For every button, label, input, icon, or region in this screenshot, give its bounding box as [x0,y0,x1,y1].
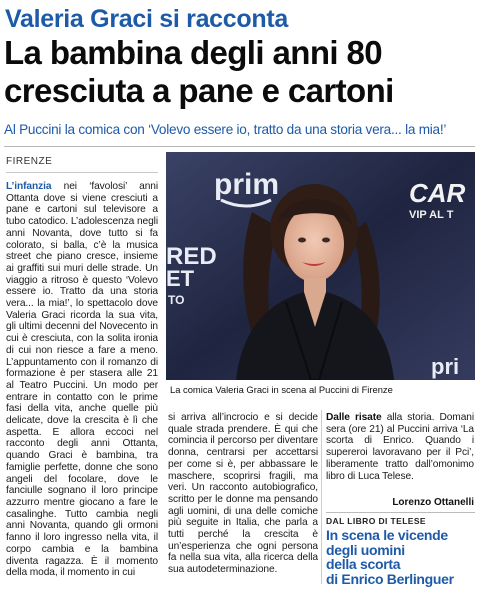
body-column-2: si arriva all’incrocio e si decide quale strada prendere. È qui che comincia il percorso per diventare donna, centrarsi per accettarsi per come si è, per abbassare le maschere, scoprirsi fragili, ma veri. Un racconto autobiografico, scritto per le donne ma pensando agli uomini, di una delle comiche più seguite in Italia, che parla a tutti perché la crescita è un’esperienza che ogni persona fa nella sua vita, alla ricerca della sua autodeterminazione. [168,412,318,576]
box-title-line-3: della scorta [326,556,401,572]
article-headline [4,34,476,110]
box-title-line-4: di Enrico Berlinguer [326,570,454,587]
author-signature: Lorenzo Ottanelli [392,497,474,508]
dateline: FIRENZE [6,156,53,167]
box-label: DAL LIBRO DI TELESE [326,516,427,526]
bg-text-left-3: ET [166,266,195,291]
bg-text-right-2: VIP AL T [409,209,454,221]
box-divider [326,512,475,513]
lead-in: L’infanzia [6,181,52,192]
dateline-divider [6,172,158,173]
bg-text-left: prim [214,168,280,201]
bg-text-right-1: CAR [409,178,466,208]
bg-text-left-4: TO [168,293,185,307]
article-subhead: Al Puccini la comica con ‘Volevo essere io, tratto da una storia vera... la mia!’ [4,122,447,137]
column-divider [321,410,322,584]
bg-text-right-3: pri [431,354,460,379]
body-text-1: nei ‘favolosi’ anni Ottanta dove si viene cresciuti a pane e cartoni sul televisore a tubo catodico. L’adolescenza negli anni Novanta, dove tutto si fa colorato, si balla, c’è la musica street che piano cresce, insieme ai graffiti sui muri delle strade. Un viaggio a ritroso è questo ‘Volevo essere io. Tratto da una storia vera... la mia!’, lo spettacolo dove Valeria Graci ricorda la sua vita, gli ultimi decenni del Novecento in cui è cresciuta, con la solita ironia di cui non riesce a fare a meno. L’appuntamento con il romanzo di formazione è per stasera alle 21 al Teatro Puccini. Un modo per entrare in contatto con le prime fasi della vita, anche quelle più delicate, dove la crescita è lì che aspetta. E allora eccoci nel racconto degli anni Ottanta, quando Graci è bambina, tra famiglie perfette, donne che sono angeli del focolare, dove le fanciulle sognano il loro principe azzurro mentre giocano a fare le casalinghe. Tutto cambia negli anni Novanta, quando gli ormoni fanno il loro ingresso nella vita, il corpo cambia e la bambina diventa ragazza. È il momento della moda, il momento in cui [6,181,158,579]
photo-caption: La comica Valeria Graci in scena al Puccini di Firenze [166,381,475,398]
box-title-line-1: In scena le vicende [326,527,448,543]
photo-illustration [166,152,475,380]
box-title-line-2: degli uomini [326,541,405,558]
box-title [326,528,476,586]
article-kicker: Valeria Graci si racconta [5,5,288,33]
body-column-3 [326,412,474,496]
body-text-3: alla storia. Domani sera (ore 21) al Puccini arriva ‘La scorta di Enrico. Quando i supereroi lavoravano per il Pci’, liberamente tratto dall’omonimo libro di Luca Telese. [326,412,474,482]
headline-line-2: cresciuta a pane e cartoni [4,72,394,109]
bg-text-left-2: RED [166,243,217,270]
headline-line-1: La bambina degli anni 80 [4,34,383,71]
lead-in-2: Dalle risate [326,412,382,423]
body-column-1 [6,181,158,583]
article-photo [166,152,475,380]
header-divider [4,146,475,147]
